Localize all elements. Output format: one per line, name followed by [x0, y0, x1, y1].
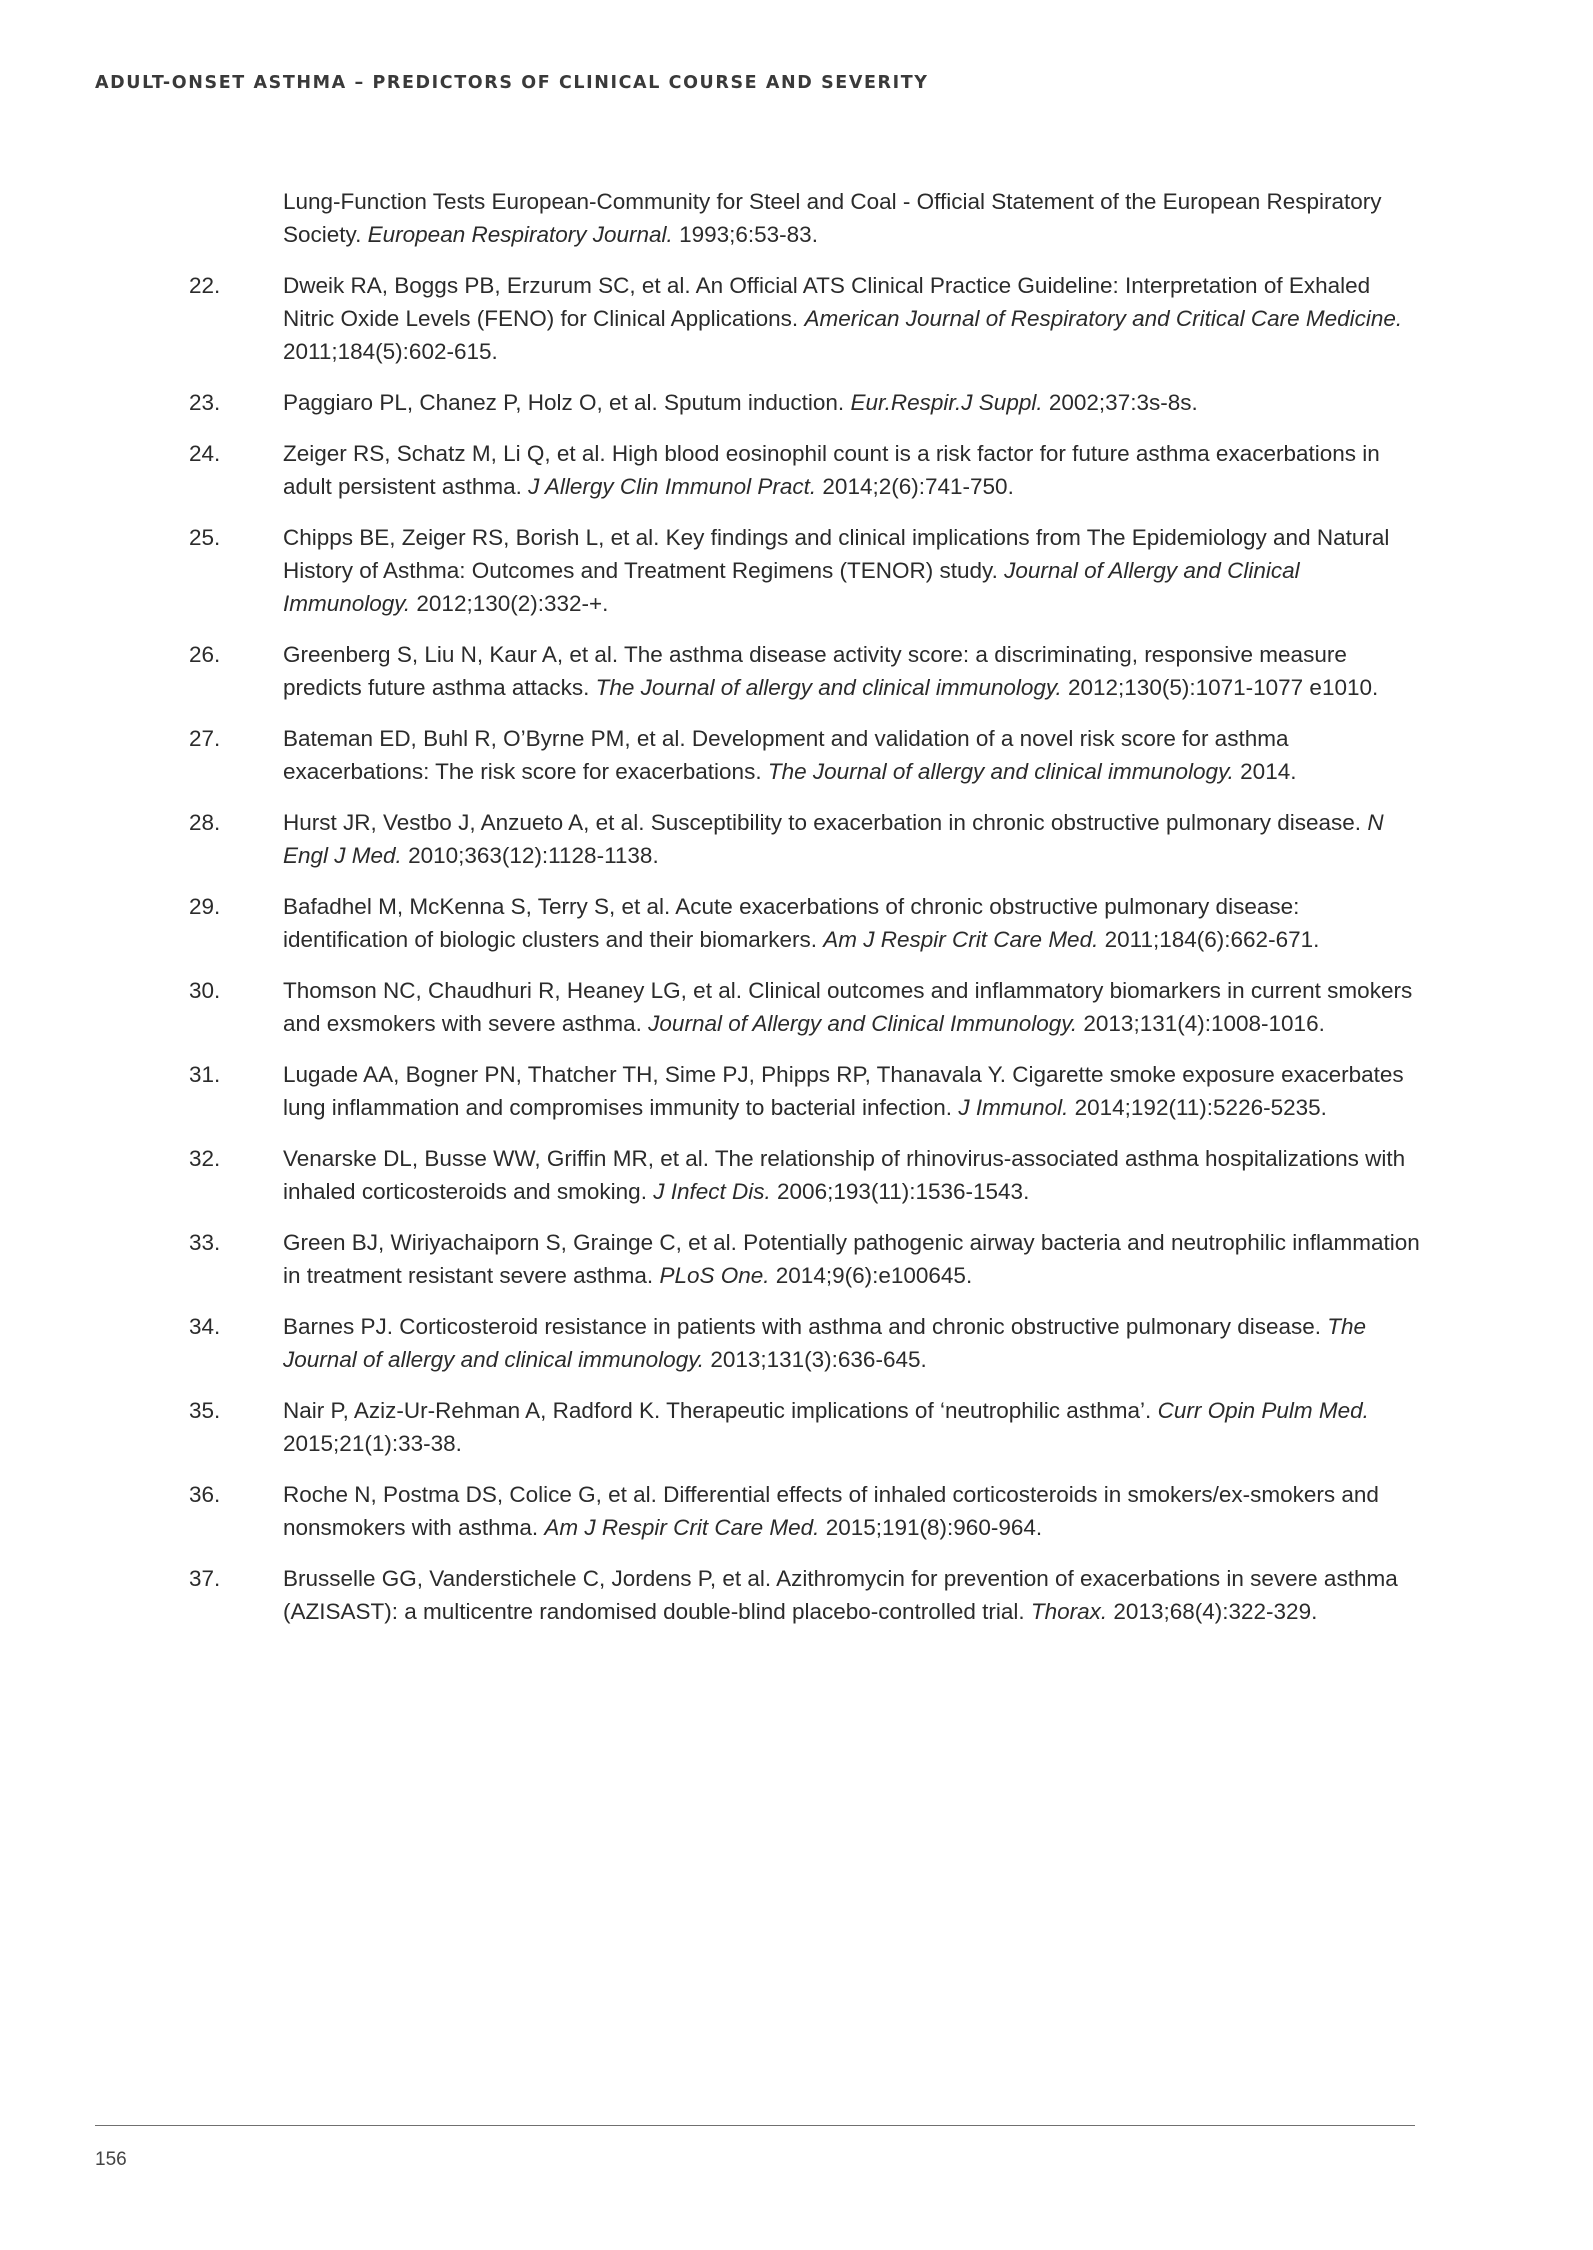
reference-authors-title: Lugade AA, Bogner PN, Thatcher TH, Sime PJ, Phipps RP, Thanavala Y. Cigarette smoke exposure exacerbates lung inflammation and compromises immunity to bacterial infection. [283, 1062, 1404, 1120]
reference-details: 2006;193(11):1536-1543. [777, 1179, 1030, 1204]
reference-authors-title: Barnes PJ. Corticosteroid resistance in patients with asthma and chronic obstructive pulmonary disease. [283, 1314, 1321, 1339]
reference-authors-title: Greenberg S, Liu N, Kaur A, et al. The asthma disease activity score: a discriminating, responsive measure predicts future asthma attacks. [283, 642, 1347, 700]
reference-item [0, 890, 1423, 956]
reference-number: 32. [189, 1146, 221, 1171]
reference-item [0, 521, 1423, 620]
reference-details: 1993;6:53-83. [679, 222, 818, 247]
reference-authors-title: Green BJ, Wiriyachaiporn S, Grainge C, et al. Potentially pathogenic airway bacteria and neutrophilic inflammation in treatment resistant severe asthma. [283, 1230, 1420, 1288]
reference-journal: European Respiratory Journal. [367, 222, 673, 247]
reference-number: 22. [189, 273, 221, 298]
reference-number: 37. [189, 1566, 221, 1591]
reference-journal: The Journal of allergy and clinical immunology. [283, 1314, 1367, 1372]
reference-authors-title: Dweik RA, Boggs PB, Erzurum SC, et al. An Official ATS Clinical Practice Guideline: Interpretation of Exhaled Nitric Oxide Levels (FENO) for Clinical Applications. [283, 273, 1371, 331]
reference-details: 2012;130(5):1071-1077 e1010. [1067, 675, 1379, 700]
reference-journal: Curr Opin Pulm Med. [1157, 1398, 1369, 1423]
reference-details: 2015;21(1):33-38. [283, 1431, 462, 1456]
reference-item [0, 974, 1423, 1040]
reference-journal: J Immunol. [958, 1095, 1069, 1120]
reference-details: 2014;2(6):741-750. [822, 474, 1014, 499]
reference-journal: J Infect Dis. [653, 1179, 771, 1204]
reference-item [0, 1058, 1423, 1124]
reference-number: 36. [189, 1482, 221, 1507]
reference-journal: The Journal of allergy and clinical immunology. [595, 675, 1062, 700]
reference-journal: Eur.Respir.J Suppl. [850, 390, 1043, 415]
reference-number: 25. [189, 525, 221, 550]
reference-item [0, 1310, 1423, 1376]
reference-number: 29. [189, 894, 221, 919]
reference-authors-title: Bafadhel M, McKenna S, Terry S, et al. Acute exacerbations of chronic obstructive pulmonary disease: identification of biologic clusters and their biomarkers. [283, 894, 1300, 952]
reference-item [0, 437, 1423, 503]
reference-details: 2014. [1240, 759, 1297, 784]
reference-number: 24. [189, 441, 221, 466]
reference-item [0, 1478, 1423, 1544]
reference-journal: Am J Respir Crit Care Med. [544, 1515, 820, 1540]
reference-number: 31. [189, 1062, 221, 1087]
reference-details: 2010;363(12):1128-1138. [408, 843, 659, 868]
reference-number: 35. [189, 1398, 221, 1423]
reference-number: 34. [189, 1314, 221, 1339]
reference-list [0, 185, 1593, 1646]
reference-item [0, 386, 1423, 419]
reference-journal: The Journal of allergy and clinical immunology. [767, 759, 1234, 784]
reference-item [0, 269, 1423, 368]
reference-authors-title: Hurst JR, Vestbo J, Anzueto A, et al. Susceptibility to exacerbation in chronic obstructive pulmonary disease. [283, 810, 1362, 835]
reference-authors-title: Roche N, Postma DS, Colice G, et al. Differential effects of inhaled corticosteroids in smokers/ex-smokers and nonsmokers with asthma. [283, 1482, 1379, 1540]
reference-authors-title: Venarske DL, Busse WW, Griffin MR, et al. The relationship of rhinovirus-associated asthma hospitalizations with inhaled corticosteroids and smoking. [283, 1146, 1406, 1204]
reference-authors-title: Brusselle GG, Vanderstichele C, Jordens P, et al. Azithromycin for prevention of exacerbations in severe asthma (AZISAST): a multicentre randomised double-blind placebo-controlled trial. [283, 1566, 1398, 1624]
footer-divider [95, 2125, 1415, 2126]
reference-item [0, 1226, 1423, 1292]
reference-journal: Am J Respir Crit Care Med. [823, 927, 1099, 952]
reference-journal: PLoS One. [659, 1263, 770, 1288]
reference-details: 2012;130(2):332-+. [416, 591, 609, 616]
reference-authors-title: Zeiger RS, Schatz M, Li Q, et al. High blood eosinophil count is a risk factor for future asthma exacerbations in adult persistent asthma. [283, 441, 1380, 499]
reference-authors-title: Paggiaro PL, Chanez P, Holz O, et al. Sputum induction. [283, 390, 845, 415]
reference-details: 2015;191(8):960-964. [825, 1515, 1043, 1540]
reference-authors-title: Nair P, Aziz-Ur-Rehman A, Radford K. Therapeutic implications of ‘neutrophilic asthma’. [283, 1398, 1152, 1423]
reference-item [0, 722, 1423, 788]
reference-journal: Journal of Allergy and Clinical Immunology. [648, 1011, 1078, 1036]
reference-authors-title: Bateman ED, Buhl R, O’Byrne PM, et al. Development and validation of a novel risk score for asthma exacerbations: The risk score for exacerbations. [283, 726, 1289, 784]
reference-authors-title: Chipps BE, Zeiger RS, Borish L, et al. Key findings and clinical implications from The Epidemiology and Natural History of Asthma: Outcomes and Treatment Regimens (TENOR) study. [283, 525, 1390, 583]
reference-item [0, 1142, 1423, 1208]
reference-item [0, 1394, 1423, 1460]
reference-details: 2002;37:3s-8s. [1048, 390, 1198, 415]
reference-details: 2011;184(5):602-615. [283, 339, 498, 364]
reference-journal: N Engl J Med. [283, 810, 1384, 868]
reference-number: 30. [189, 978, 221, 1003]
reference-number: 27. [189, 726, 221, 751]
reference-item [0, 1562, 1423, 1628]
reference-number: 28. [189, 810, 221, 835]
reference-details: 2013;131(3):636-645. [710, 1347, 927, 1372]
reference-number: 26. [189, 642, 221, 667]
reference-journal: J Allergy Clin Immunol Pract. [528, 474, 817, 499]
reference-details: 2011;184(6):662-671. [1104, 927, 1320, 952]
reference-details: 2014;192(11):5226-5235. [1074, 1095, 1327, 1120]
reference-authors-title: Thomson NC, Chaudhuri R, Heaney LG, et al. Clinical outcomes and inflammatory biomarkers in current smokers and exsmokers with severe asthma. [283, 978, 1413, 1036]
reference-details: 2013;68(4):322-329. [1113, 1599, 1318, 1624]
running-header: ADULT-ONSET ASTHMA – PREDICTORS OF CLINICAL COURSE AND SEVERITY [95, 73, 929, 93]
reference-authors-title: Lung-Function Tests European-Community for Steel and Coal - Official Statement of the European Respiratory Society. [283, 189, 1382, 247]
reference-number: 33. [189, 1230, 221, 1255]
page-number: 156 [95, 2149, 127, 2170]
reference-item [0, 638, 1423, 704]
reference-item [0, 806, 1423, 872]
reference-journal: Journal of Allergy and Clinical Immunology. [283, 558, 1300, 616]
reference-item [0, 185, 1423, 251]
reference-number: 23. [189, 390, 221, 415]
reference-details: 2013;131(4):1008-1016. [1083, 1011, 1325, 1036]
reference-details: 2014;9(6):e100645. [775, 1263, 973, 1288]
reference-journal: American Journal of Respiratory and Critical Care Medicine. [804, 306, 1403, 331]
reference-journal: Thorax. [1030, 1599, 1108, 1624]
